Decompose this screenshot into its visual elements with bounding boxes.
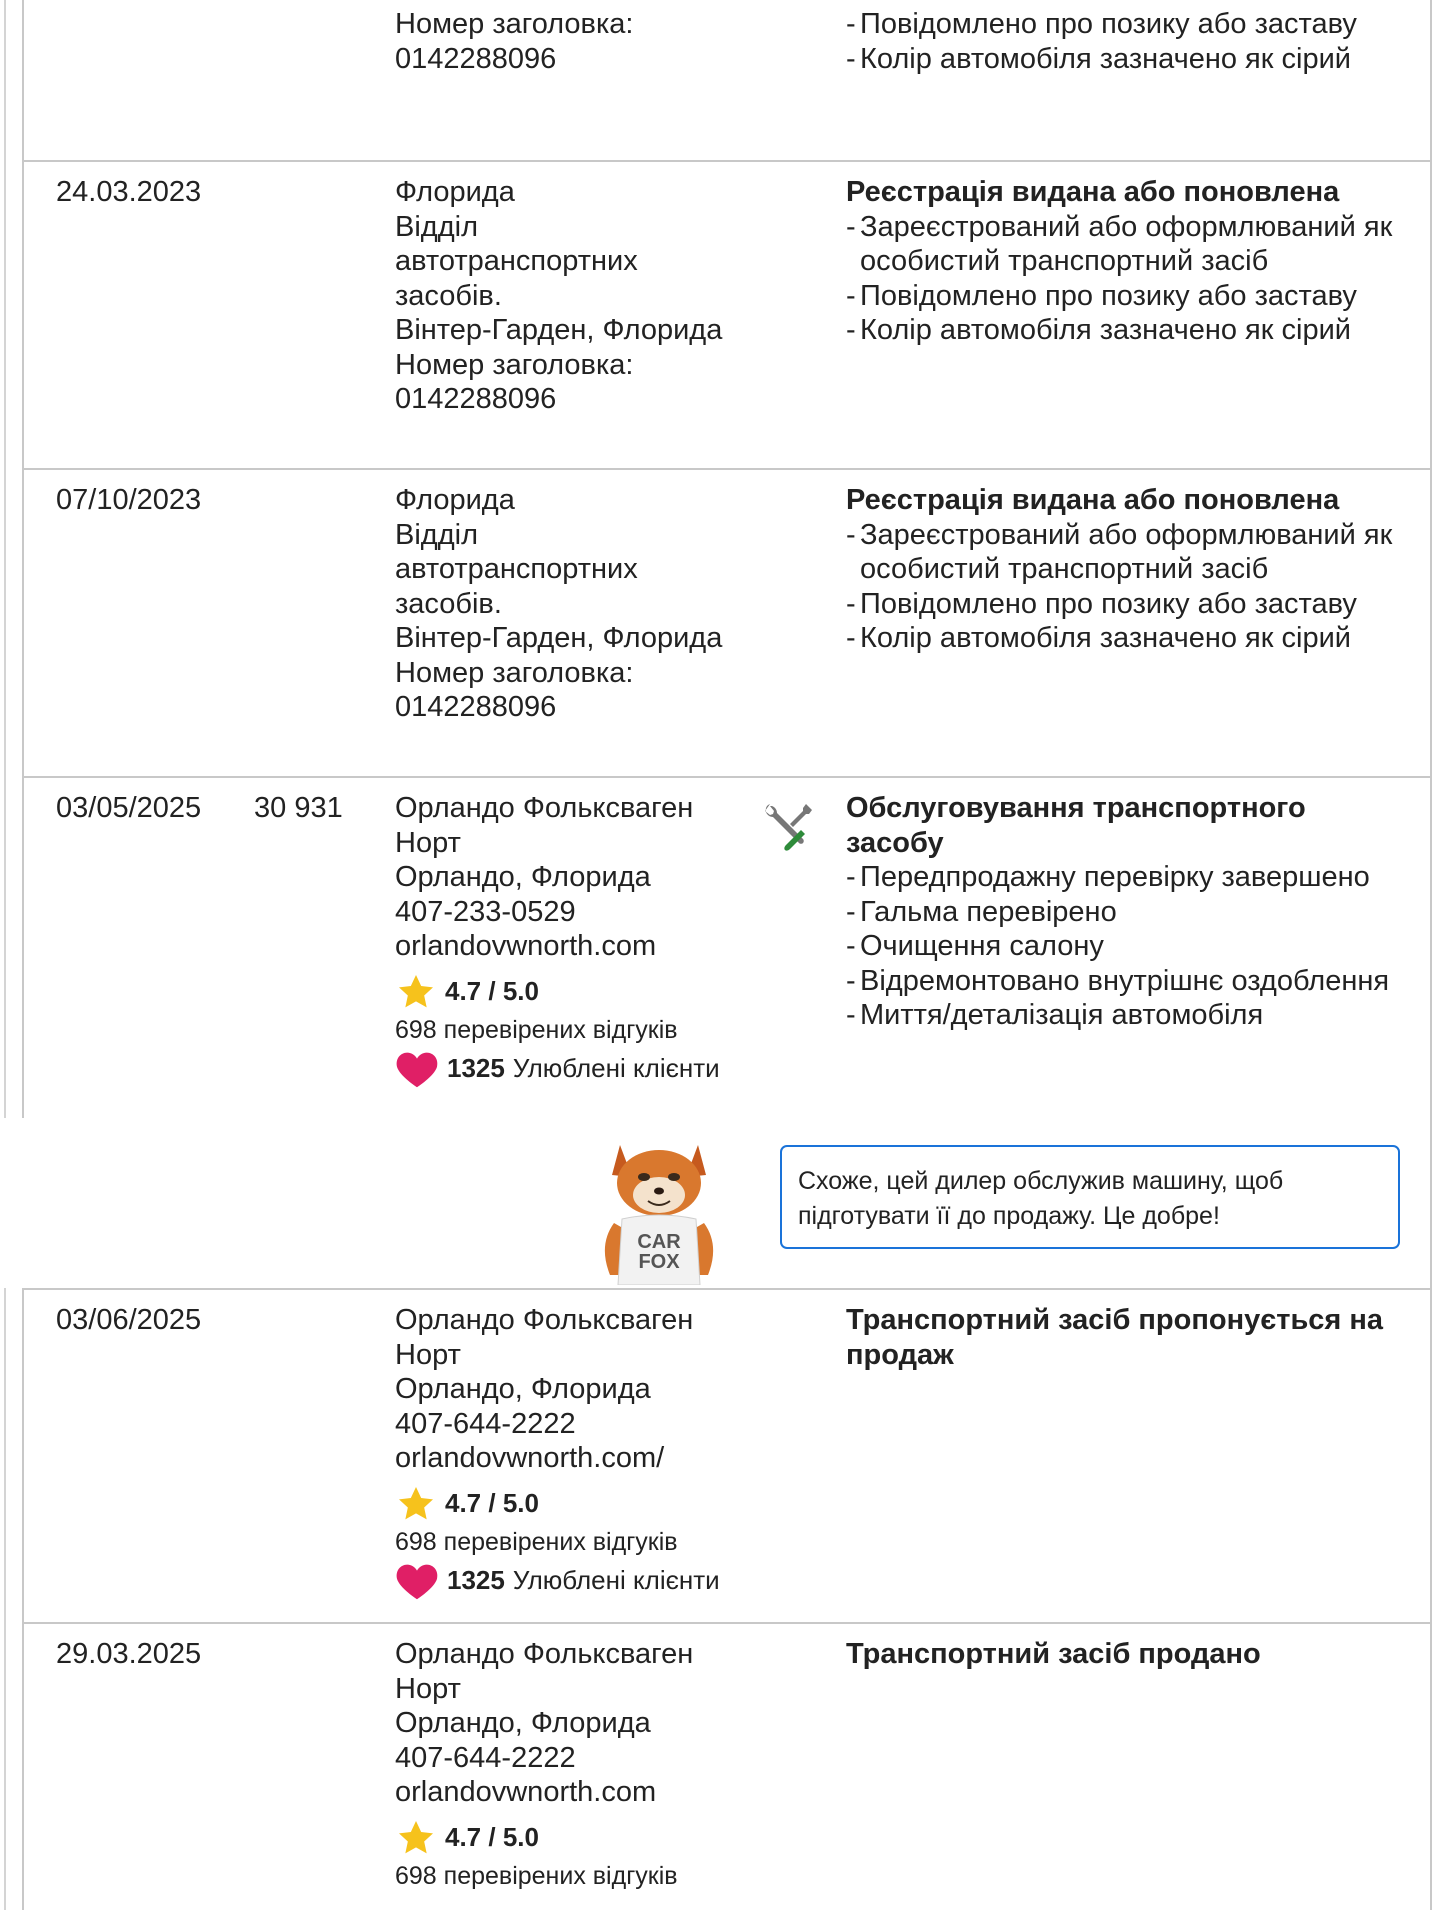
dealer-name: Норт [395, 1672, 461, 1705]
dealer-location: Орландо, Флорида [395, 861, 651, 893]
carfox-tip-note: Схоже, цей дилер обслужив машину, щоб підготувати її до продажу. Це добре! [780, 1145, 1400, 1249]
details-item: - Колір автомобіля зазначено як сірий [846, 621, 1406, 656]
details-item: - Передпродажну перевірку завершено [846, 860, 1406, 895]
history-row [22, 470, 1432, 778]
rating-score: 4.7 / 5.0 [445, 1822, 539, 1853]
dealer-location: Орландо, Флорида [395, 1707, 651, 1739]
source-line: Номер заголовка: [395, 8, 634, 40]
details-item: - Колір автомобіля зазначено як сірий [846, 313, 1406, 348]
details-cell [846, 7, 1406, 76]
reviews-link[interactable]: 698 перевірених відгуків [395, 1015, 678, 1044]
history-row [22, 1290, 1432, 1624]
source-line: автотранспортних [395, 553, 638, 585]
source-line: 0142288096 [395, 383, 557, 415]
favorites [395, 1560, 795, 1602]
date-cell: 24.03.2023 [56, 176, 202, 208]
favorites-label: Улюблені клієнти [512, 1053, 720, 1084]
source-line: Відділ [395, 518, 478, 551]
source-cell [395, 7, 795, 76]
rating-score: 4.7 / 5.0 [445, 1488, 539, 1519]
details-item: - Відремонтовано внутрішнє оздоблення [846, 964, 1406, 999]
source-line: Номер заголовка: [395, 348, 634, 381]
details-title: Обслуговування транспортного засобу [846, 792, 1306, 859]
source-line: Вінтер-Гарден, Флорида [395, 314, 723, 346]
mascot-shirt-text: CAR [637, 1231, 681, 1253]
date-cell: 03/06/2025 [56, 1304, 202, 1336]
source-line: засобів. [395, 279, 502, 312]
details-cell [846, 483, 1406, 656]
dealer-name: Орландо Фольксваген [395, 1304, 694, 1336]
mascot-shirt-text: FOX [638, 1251, 680, 1273]
favorites [395, 1048, 795, 1090]
details-item: - Миття/деталізація автомобіля [846, 998, 1406, 1033]
history-row [22, 0, 1432, 162]
details-cell [846, 791, 1406, 1033]
details-item: - Повідомлено про позику або заставу [846, 7, 1406, 42]
date-cell: 03/05/2025 [56, 792, 202, 824]
dealer-location: Орландо, Флорида [395, 1373, 651, 1405]
history-row [22, 1624, 1432, 1914]
date-cell: 07/10/2023 [56, 484, 202, 516]
source-cell [395, 1637, 795, 1894]
source-cell [395, 1303, 795, 1602]
details-title: Реєстрація видана або поновлена [846, 484, 1340, 516]
source-line: Вінтер-Гарден, Флорида [395, 622, 723, 654]
dealer-name: Норт [395, 1338, 461, 1371]
service-icon-cell [762, 800, 816, 863]
carfox-mascot [592, 1135, 726, 1285]
dealer-phone[interactable]: 407-644-2222 [395, 1407, 576, 1440]
dealer-name: Орландо Фольксваген [395, 792, 694, 824]
reviews-link[interactable]: 698 перевірених відгуків [395, 1861, 678, 1890]
heart-icon [395, 1561, 439, 1601]
dealer-website-link[interactable]: orlandovwnorth.com [395, 1776, 657, 1808]
source-line: Номер заголовка: [395, 656, 634, 689]
source-line: автотранспортних [395, 245, 638, 277]
rating-score: 4.7 / 5.0 [445, 976, 539, 1007]
details-item: - Гальма перевірено [846, 895, 1406, 930]
details-cell [846, 175, 1406, 348]
details-title: Транспортний засіб продано [846, 1638, 1261, 1670]
favorites-count: 1325 [447, 1053, 505, 1084]
source-line: Відділ [395, 210, 478, 243]
dealer-rating [395, 1484, 795, 1524]
dealer-rating [395, 972, 795, 1012]
source-line: 0142288096 [395, 42, 557, 75]
dealer-name: Норт [395, 826, 461, 859]
dealer-name: Орландо Фольксваген [395, 1638, 694, 1670]
source-line: Флорида [395, 484, 515, 516]
star-icon [395, 1818, 437, 1858]
details-item: - Очищення салону [846, 929, 1406, 964]
source-cell [395, 175, 795, 417]
date-cell: 29.03.2025 [56, 1638, 202, 1670]
star-icon [395, 1484, 437, 1524]
dealer-website-link[interactable]: orlandovwnorth.com/ [395, 1442, 665, 1474]
frame-gap [0, 1118, 30, 1288]
details-cell [846, 1303, 1406, 1372]
details-cell [846, 1637, 1406, 1672]
source-cell [395, 483, 795, 725]
page-edge-line [4, 0, 6, 1910]
details-item: - Колір автомобіля зазначено як сірий [846, 42, 1406, 77]
dealer-phone[interactable]: 407-233-0529 [395, 895, 576, 928]
source-cell [395, 791, 795, 1090]
favorites-label: Улюблені клієнти [512, 1565, 720, 1596]
heart-icon [395, 1049, 439, 1089]
favorites-count: 1325 [447, 1565, 505, 1596]
details-item: - Зареєстрований або оформлюваний як особистий транспортний засіб [846, 518, 1406, 587]
source-line: засобів. [395, 587, 502, 620]
details-title: Транспортний засіб пропонується на продаж [846, 1304, 1384, 1371]
source-line: 0142288096 [395, 691, 557, 723]
star-icon [395, 972, 437, 1012]
reviews-link[interactable]: 698 перевірених відгуків [395, 1527, 678, 1556]
dealer-phone[interactable]: 407-644-2222 [395, 1741, 576, 1774]
wrench-screwdriver-icon [762, 800, 816, 854]
dealer-rating [395, 1818, 795, 1858]
dealer-website-link[interactable]: orlandovwnorth.com [395, 930, 657, 962]
history-row [22, 162, 1432, 470]
details-item: - Повідомлено про позику або заставу [846, 587, 1406, 622]
details-item: - Повідомлено про позику або заставу [846, 279, 1406, 314]
details-item: - Зареєстрований або оформлюваний як особистий транспортний засіб [846, 210, 1406, 279]
source-line: Флорида [395, 176, 515, 208]
details-title: Реєстрація видана або поновлена [846, 176, 1340, 208]
mileage-cell: 30 931 [254, 792, 343, 824]
